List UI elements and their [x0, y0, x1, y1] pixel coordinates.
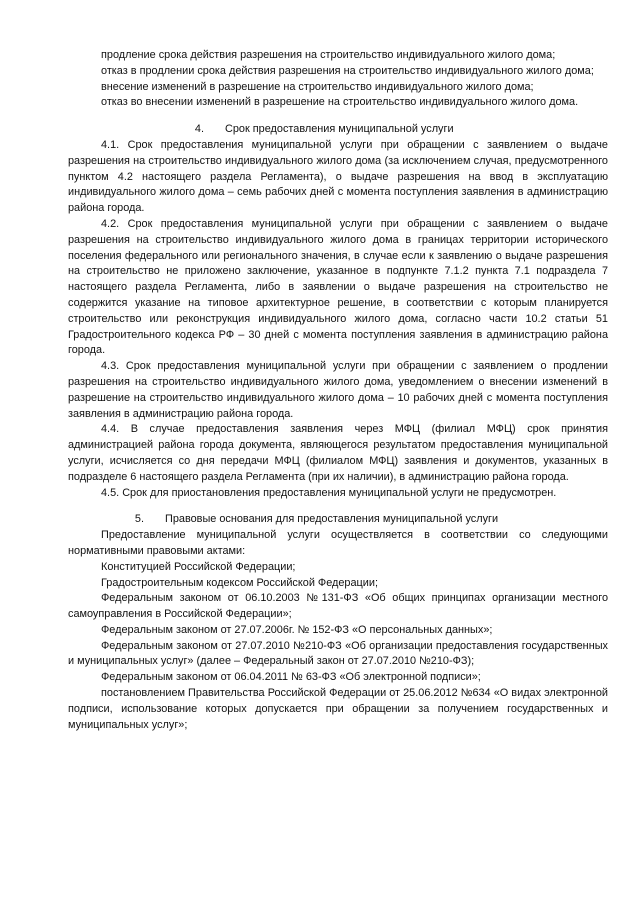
intro-item: отказ во внесении изменений в разрешение на строительство индивидуального жилого дома. [101, 96, 579, 109]
section-5-paragraph: постановлением Правительства Российской Федерации от 25.06.2012 №634 «О видах электронной подписи, использование которых допускается при обращении за получением государственных и муниципальных услуг»; [68, 687, 608, 731]
intro-list [68, 48, 608, 111]
section-4-paragraph: 4.4. В случае предоставления заявления через МФЦ (филиал МФЦ) срок принятия администрацией района города документа, являющегося результатом предоставления муниципальной услуги, исчисляется со дня передачи МФЦ (филиалом МФЦ) заявления и документов, указанных в подразделе 6 настоящего раздела Регламента (при их наличии), в администрацию района города. [68, 423, 608, 483]
section-4-heading [68, 122, 608, 138]
section-number: 5. [134, 513, 144, 526]
section-5-paragraph: Федеральным законом от 27.07.2006г. № 152-ФЗ «О персональных данных»; [101, 623, 493, 636]
section-5-paragraph: Федеральным законом от 06.04.2011 № 63-ФЗ «Об электронной подписи»; [101, 671, 481, 684]
section-4-paragraph: 4.1. Срок предоставления муниципальной услуги при обращении с заявлением о выдаче разрешения на строительство индивидуального жилого дома (за исключением случая, предусмотренного пунктом 4.2 настоящего раздела Регламента), о выдаче разрешения на ввод в эксплуатацию индивидуального жилого дома – семь рабочих дней с момента поступления заявления в администрацию района города. [68, 138, 608, 215]
section-4-paragraph: 4.3. Срок предоставления муниципальной услуги при обращении с заявлением о продлении разрешения на строительство индивидуального жилого дома, уведомлением о внесении изменений в разрешение на строительство индивидуального жилого дома – 10 рабочих дней с момента поступления заявления в администрацию района города. [68, 360, 608, 420]
section-5-paragraph: Федеральным законом от 06.10.2003 №131-ФЗ «Об общих принципах организации местного самоуправления в Российской Федерации»; [68, 592, 608, 621]
section-number: 4. [194, 123, 204, 136]
section-title: Срок предоставления муниципальной услуги [225, 123, 454, 136]
intro-item: отказ в продлении срока действия разрешения на строительство индивидуального жилого дома; [101, 64, 594, 77]
section-5-paragraph: Конституцией Российской Федерации; [101, 560, 296, 573]
section-title: Правовые основания для предоставления муниципальной услуги [165, 513, 499, 526]
section-4-paragraph: 4.5. Срок для приостановления предоставления муниципальной услуги не предусмотрен. [101, 486, 557, 499]
section-5-paragraph: Федеральным законом от 27.07.2010 №210-ФЗ «Об организации предоставления государственных и муниципальных услуг» (далее – Федеральный закон от 27.07.2010 №210-ФЗ); [68, 639, 608, 668]
intro-item: продление срока действия разрешения на строительство индивидуального жилого дома; [101, 49, 556, 61]
intro-item: внесение изменений в разрешение на строительство индивидуального жилого дома; [101, 80, 534, 93]
spacer [68, 501, 608, 512]
section-5-heading [68, 512, 608, 528]
section-5-paragraph: Предоставление муниципальной услуги осуществляется в соответствии со следующими нормативными правовыми актами: [68, 529, 608, 557]
section-4-paragraph: 4.2. Срок предоставления муниципальной услуги при обращении с заявлением о выдаче разрешения на строительство индивидуального жилого дома в границах территории исторического поселения федерального или регионального значения, в случае если к заявлению о выдаче разрешения на строительство не приложено заключение, указанное в подпункте 7.1.2 пункта 7.1 подраздела 7 настоящего раздела Регламента, либо в заявлении о выдаче разрешения на строительство не содержится указание на типовое архитектурное решение, в соответствии с которым планируется строительство или реконструкция индивидуального жилого дома, согласно части 10.2 статьи 51 Градостроительного кодекса РФ – 30 дней с момента поступления заявления в администрацию района города. [68, 217, 608, 357]
spacer [68, 111, 608, 122]
section-5-paragraph: Градостроительным кодексом Российской Федерации; [101, 576, 378, 589]
